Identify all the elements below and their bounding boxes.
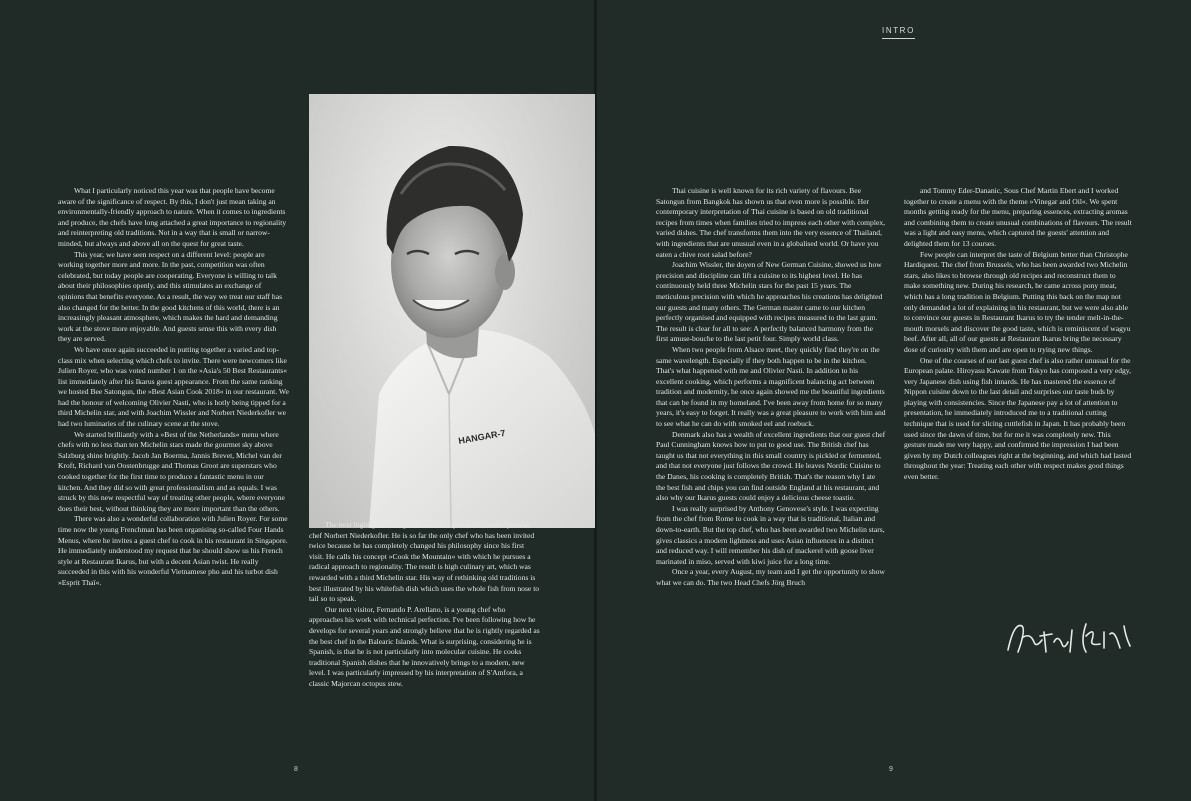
chef-portrait-illustration bbox=[309, 94, 595, 528]
paragraph: I was really surprised by Anthony Genovese's style. I was expecting from the chef from Rome to cook in a way that is traditional, Italian and down-to-earth. But the top chef, who has been awarded two Michelin stars, gives classics a modern lightness and uses Asian influences in a distinct and reduced way. I will remember his dish of mackerel with goose liver marinated in miso, served with kiwi juice for a long time. bbox=[656, 503, 885, 566]
paragraph: The next highlight of the guest chef line-up was the South Tyrolean chef Norbert Niederkofler. He is so far the only chef who has been invited twice because he has completely changed his philosophy since his first visit. He calls his concept »Cook the Mountain« with which he pursues a radical approach to regionality. The result is high culinary art, which was rewarded with a third Michelin star. His way of rethinking old traditions is best illustrated by his whitefish dish which uses the whole fish from nose to tail so to speak. bbox=[309, 520, 540, 604]
page-number-left: 8 bbox=[294, 766, 298, 773]
paragraph: Thai cuisine is well known for its rich variety of flavours. Bee Satongun from Bangkok has shown us that even more is possible. Her contemporary interpretation of Thai cuisine is based on old traditional recipes from times when families tried to impress each other with complex, varied dishes. The chef transforms them into the very essence of Thailand, with ingredients that are unusual even in a globalised world. Or have you eaten a chive root salad before? bbox=[656, 186, 886, 259]
paragraph: This year, we have seen respect on a different level: people are working together more and more. In the past, competition was often celebrated, but today people are cooperating. Everyone is willing to talk about their philosophies openly, and this stimulates an exchange of opinions that benefits everyone. As a result, the way we treat our staff has also changed for the better. In the good kitchens of this world, there is an increasingly pleasant atmosphere, which makes the hard and demanding work at the stove more enjoyable. And guests sense this with every dish they are served. bbox=[58, 249, 283, 344]
chef-portrait-photo bbox=[309, 94, 595, 528]
paragraph: Our next visitor, Fernando P. Arellano, is a young chef who approaches his work with technical perfection. I've been following how he develops for several years and strongly believe that he is rightly regarded as the best chef in the Balearic Islands. What is surprising, considering he is Spanish, is that he is not particularly into molecular cuisine. He cooks traditional Spanish dishes that he innovatively brings to a modern, new level. I was particularly impressed by his interpretation of S'Amfora, a classic Majorcan octopus stew. bbox=[309, 604, 540, 688]
paragraph: One of the courses of our last guest chef is also rather unusual for the European palate. Hiroyasu Kawate from Tokyo has composed a very edgy, very Japanese dish using fish innards. He has mastered the essence of Nippon cuisine down to the last detail and surprises our taste buds by playing with consistencies. Since the Japanese pay a lot of attention to presentation, he immediately introduced me to a traditional cutting technique that is used for slicing cuttlefish in Japan. It has probably been used since the dawn of time, but for me it was completely new. This gesture made me very happy, and confirmed the impression I had been given by my Dutch colleagues right at the beginning, and which had lasted throughout the year: Treating each other with respect makes good things even better. bbox=[904, 355, 1132, 482]
shirt-logo: HANGAR-7 bbox=[457, 427, 507, 446]
paragraph: Joachim Wissler, the doyen of New German Cuisine, showed us how precision and discipline can lift a cuisine to its highest level. He has continuously held three Michelin stars for the past 15 years. The meticulous precision with which he approaches his creations has delighted our guests and many others. The German master came to our kitchen perfectly organised and equipped with recipes measured to the last gram. The result is clear for all to see: A perfectly balanced harmony from the first amuse-bouche to the last petit four. Simply world class. bbox=[656, 260, 883, 344]
section-tag: INTRO bbox=[882, 26, 915, 39]
paragraph: Denmark also has a wealth of excellent ingredients that our guest chef Paul Cunningham knows how to put to good use. The British chef has taught us that not everything in this small country is pickled or fermented, and that not everyone just follows the crowd. He leaves Nordic Cuisine to the Danes, his cooking is completely British. That's the reason why I ate the best fish and chips you can find outside England at his restaurant, and also why our Ikarus guests could enjoy a delicious cheese toastie. bbox=[656, 429, 886, 503]
paragraph: What I particularly noticed this year was that people have become aware of the significance of respect. By this, I don't just mean taking an environmentally-friendly approach to nature. When it comes to ingredients and produce, the chefs have long attached a great importance to regionality and reinterpreting old traditions. Not in a way that is small or narrow-minded, but always and above all on the quest for great taste. bbox=[58, 186, 287, 248]
paragraph: When two people from Alsace meet, they quickly find they're on the same wavelength. Especially if they both happen to be in the kitchen. That's what happened with me and Olivier Nasti. In addition to his excellent cooking, which performs a magnificent balancing act between tradition and modernity, he once again showed me the beautiful ingredients that can be found in my homeland. I've been away from home for so many years, it's easy to forget. It really was a great pleasure to work with him and to see what he can do with smoked eel and roebuck. bbox=[656, 344, 886, 429]
signature bbox=[1000, 612, 1140, 662]
paragraph: Once a year, every August, my team and I get the opportunity to show what we can do. The two Head Chefs Jörg Bruch bbox=[656, 567, 885, 587]
text-column-3 bbox=[656, 186, 886, 589]
paragraph: We have once again succeeded in putting together a varied and top-class mix when selecting which chefs to invite. There were newcomers like Julien Royer, who was voted number 1 on the »Asia's 50 Best Restaurants« list immediately after his Ikarus guest appearance. From the same ranking we hosted Bee Satongun, the »Best Asian Cook 2018« in our restaurant. We had the honour of welcoming Olivier Nasti, who is hotly being tipped for a third Michelin star, and with Joachim Wissler and Norbert Niederkofler we had two luminaries of the culinary scene at the stove. bbox=[58, 344, 289, 429]
paragraph: We started brilliantly with a »Best of the Netherlands« menu where chefs with no less than ten Michelin stars made the gourmet sky above Salzburg shine brightly. Jacob Jan Boerma, Jannis Brevet, Michel van der Kroft, Richard van Oostenbrugge and Thomas Groot are superstars who cooked together for the first time to produce a fantastic menu in our kitchen. And they did so with great professionalism and as equals. I was struck by this new respectful way of treating other people, where everyone does their best, without thinking they are more important than the others. bbox=[58, 429, 285, 513]
text-column-2 bbox=[309, 520, 540, 690]
page-number-right: 9 bbox=[889, 766, 893, 773]
text-column-4 bbox=[904, 186, 1134, 483]
paragraph: Few people can interpret the taste of Belgium better than Christophe Hardiquest. The chef from Brussels, who has been awarded two Michelin stars, also likes to browse through old recipes and reconstruct them to make something new. During his research, he came across pony meat, which has a long tradition in Belgium. Putting this back on the map not only demanded a lot of explaining in his restaurant, but we were also able to convince our guests in Restaurant Ikarus to try the tender melt-in-the-mouth morsels and discover the good taste, which is reminiscent of wagyu beef. After all, all of our guests at Restaurant Ikarus bring the necessary dose of curiosity with them and are open to trying new things. bbox=[904, 249, 1131, 354]
paragraph: There was also a wonderful collaboration with Julien Royer. For some time now the young Frenchman has been organising so-called Four Hands Menus, where he invites a guest chef to cook in his restaurant in Singapore. He immediately understood my request that he should show us his French style at Restaurant Ikarus, but with a decent Asian twist. He really succeeded in this with his wonderful Vietnamese pho and his turbot dish »Esprit Thaï«. bbox=[58, 514, 288, 587]
paragraph: and Tommy Eder-Dananic, Sous Chef Martin Ebert and I worked together to create a menu with the theme »Vinegar and Oil«. We spent months getting ready for the menu, preparing essences, extracting aromas and combining them to create unusual combinations of flavours. The result was a light and easy menu, which captured the guests' attention and delighted them for 13 courses. bbox=[904, 186, 1132, 248]
text-column-1 bbox=[58, 186, 289, 589]
